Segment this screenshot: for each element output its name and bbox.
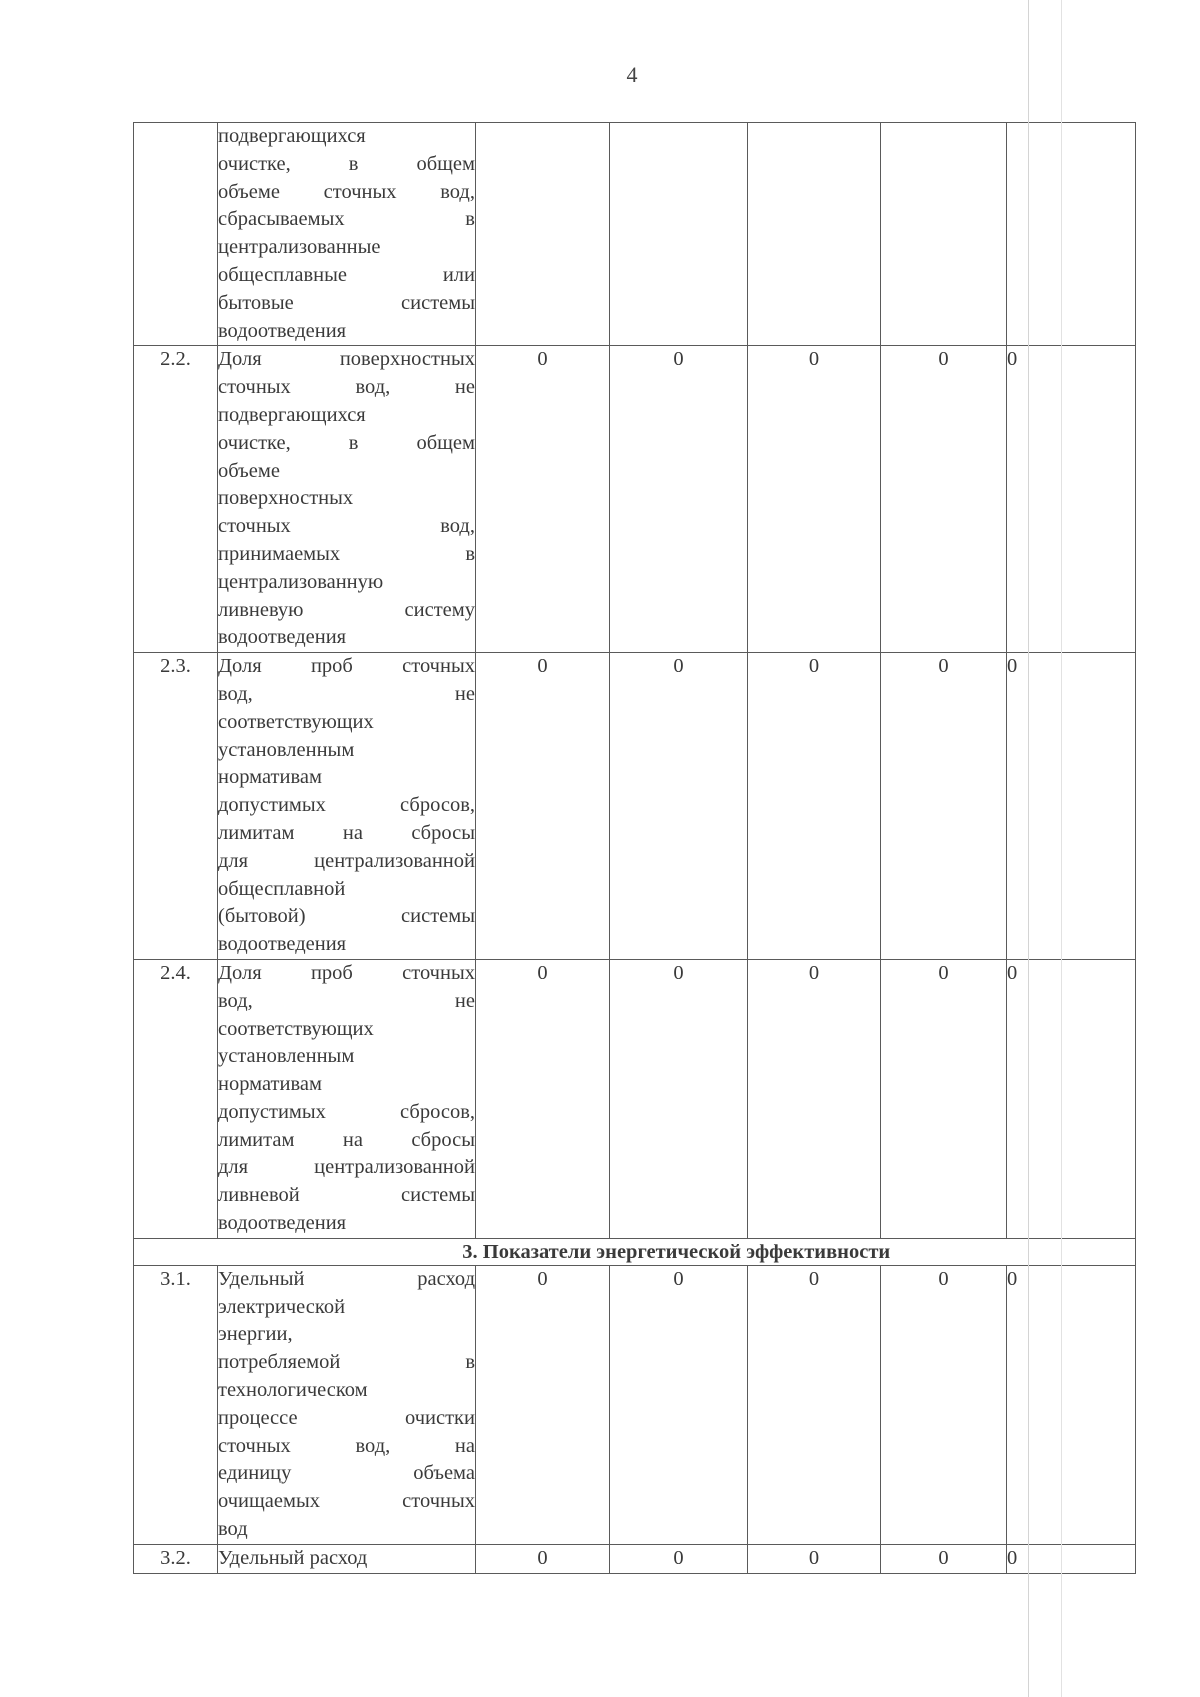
value-cell: 0: [881, 959, 1007, 1238]
value-cell: 0: [610, 346, 748, 653]
indicator-name-line: подвергающихся: [218, 125, 366, 147]
value-cell: 0: [748, 1544, 881, 1573]
value-cell: [610, 123, 748, 346]
row-number-cell: 2.4.: [134, 959, 218, 1238]
value-cell: 0: [881, 1265, 1007, 1544]
value-cell: 0: [881, 653, 1007, 960]
indicator-name-cell: [218, 959, 476, 1238]
indicator-name-line: принимаемых в: [218, 542, 475, 565]
table-row: [134, 346, 1136, 653]
row-number-cell: [134, 123, 218, 346]
value-cell: 0: [881, 1544, 1007, 1573]
section-header-row: [134, 1238, 1136, 1265]
indicator-name-line: очищаемых сточных: [218, 1490, 475, 1513]
value-cell: [748, 123, 881, 346]
indicator-name-line: очистке, в общем: [218, 431, 475, 454]
indicators-table: [133, 122, 1136, 1574]
indicator-name-line: потребляемой в: [218, 1351, 475, 1374]
indicator-name-line: вод: [218, 1518, 248, 1541]
indicator-name-line: вод, не: [218, 682, 475, 705]
indicator-name-line: для централизованной: [218, 1156, 475, 1179]
indicator-name-line: Доля поверхностных: [218, 348, 475, 371]
value-cell: 0: [610, 959, 748, 1238]
indicator-name-line: Удельный расход: [218, 1546, 368, 1569]
indicator-name-line: лимитам на сбросы: [218, 821, 475, 844]
indicator-name-line: для централизованной: [218, 849, 475, 872]
value-cell: 0: [476, 959, 610, 1238]
indicator-name-line: Доля проб сточных: [218, 655, 475, 678]
indicator-name-line: поверхностных: [218, 487, 354, 510]
row-number-cell: 2.2.: [134, 346, 218, 653]
indicator-name-line: очистке, в общем: [218, 152, 475, 175]
value-cell: 0: [1007, 959, 1136, 1238]
value-cell: 0: [748, 959, 881, 1238]
row-number-cell: 3.1.: [134, 1265, 218, 1544]
indicator-name-line: лимитам на сбросы: [218, 1128, 475, 1151]
row-number-cell: 3.2.: [134, 1544, 218, 1573]
value-cell: 0: [610, 1265, 748, 1544]
table-row: [134, 1544, 1136, 1573]
indicator-name-line: сточных вод, на: [218, 1434, 475, 1457]
indicator-name-line: допустимых сбросов,: [218, 794, 475, 817]
indicator-name-line: централизованную: [218, 570, 384, 593]
section-title: 3. Показатели энергетической эффективности: [218, 1238, 1136, 1265]
indicator-name-line: водоотведения: [218, 319, 347, 342]
value-cell: [476, 123, 610, 346]
indicator-name-line: водоотведения: [218, 626, 347, 649]
value-cell: 0: [748, 653, 881, 960]
indicator-name-line: соответствующих: [218, 1017, 374, 1040]
value-cell: 0: [1007, 1544, 1136, 1573]
value-cell: 0: [476, 653, 610, 960]
indicator-name-line: установленным: [218, 738, 355, 761]
section-header-spacer: [134, 1238, 218, 1265]
indicator-name-line: нормативам: [218, 1073, 322, 1096]
indicator-name-line: технологическом: [218, 1379, 368, 1402]
indicator-name-line: подвергающихся: [218, 403, 366, 426]
indicator-name-line: объеме сточных вод,: [218, 180, 475, 203]
row-number-cell: 2.3.: [134, 653, 218, 960]
value-cell: 0: [881, 346, 1007, 653]
page-number: 4: [626, 62, 638, 87]
indicator-name-line: соответствующих: [218, 710, 374, 733]
table-row: [134, 1265, 1136, 1544]
table-row: [134, 653, 1136, 960]
value-cell: 0: [476, 1544, 610, 1573]
table-row: [134, 123, 1136, 346]
indicator-name-line: бытовые системы: [218, 291, 475, 314]
value-cell: 0: [610, 1544, 748, 1573]
indicator-name-line: допустимых сбросов,: [218, 1100, 475, 1123]
indicator-name-line: ливневой системы: [218, 1184, 475, 1207]
indicator-name-line: энергии,: [218, 1323, 293, 1346]
indicator-name-line: общесплавной: [218, 877, 346, 900]
indicator-name-line: электрической: [218, 1295, 346, 1318]
indicator-name-line: водоотведения: [218, 933, 347, 956]
indicator-name-line: Доля проб сточных: [218, 961, 475, 984]
value-cell: 0: [748, 1265, 881, 1544]
indicator-name-line: ливневую систему: [218, 598, 475, 621]
indicator-name-line: вод, не: [218, 989, 475, 1012]
indicator-name-line: сточных вод,: [218, 515, 475, 538]
indicator-name-line: нормативам: [218, 766, 322, 789]
value-cell: 0: [1007, 346, 1136, 653]
value-cell: 0: [1007, 653, 1136, 960]
indicator-name-cell: [218, 1544, 476, 1573]
indicator-name-cell: [218, 346, 476, 653]
indicator-name-line: сбрасываемых в: [218, 208, 475, 231]
table-row: [134, 959, 1136, 1238]
value-cell: 0: [748, 346, 881, 653]
indicator-name-line: сточных вод, не: [218, 376, 475, 399]
value-cell: 0: [1007, 1265, 1136, 1544]
indicator-name-line: установленным: [218, 1045, 355, 1068]
value-cell: 0: [476, 346, 610, 653]
indicator-name-line: водоотведения: [218, 1212, 347, 1235]
indicator-name-line: объеме: [218, 459, 280, 482]
indicator-name-cell: [218, 123, 476, 346]
value-cell: [1007, 123, 1136, 346]
value-cell: 0: [476, 1265, 610, 1544]
scan-fold-line: [1061, 0, 1062, 1697]
indicator-name-line: процессе очистки: [218, 1406, 475, 1429]
table-body: [134, 123, 1136, 1574]
value-cell: [881, 123, 1007, 346]
indicator-name-line: (бытовой) системы: [218, 905, 475, 928]
indicator-name-line: общесплавные или: [218, 263, 475, 286]
scan-fold-line: [1028, 0, 1029, 1697]
indicator-name-cell: [218, 653, 476, 960]
indicator-name-line: Удельный расход: [218, 1267, 475, 1290]
indicator-name-line: единицу объема: [218, 1462, 475, 1485]
indicator-name-cell: [218, 1265, 476, 1544]
value-cell: 0: [610, 653, 748, 960]
indicator-name-line: централизованные: [218, 236, 381, 259]
